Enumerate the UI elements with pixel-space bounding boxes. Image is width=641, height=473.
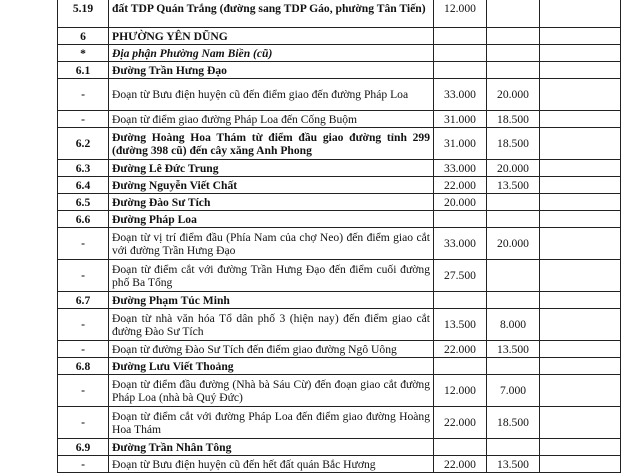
price-cell-3 bbox=[540, 177, 621, 194]
description-cell: Đường Nguyễn Viết Chất bbox=[109, 177, 434, 194]
price-cell-2 bbox=[487, 28, 540, 45]
price-cell-1 bbox=[434, 45, 487, 62]
row-number-cell: 6.4 bbox=[58, 177, 109, 194]
row-number-cell: - bbox=[58, 407, 109, 439]
description-cell: Địa phận Phường Nam Biền (cũ) bbox=[109, 45, 434, 62]
price-cell-2 bbox=[487, 45, 540, 62]
row-number-cell: 6.6 bbox=[58, 211, 109, 228]
price-cell-1: 31.000 bbox=[434, 111, 487, 128]
price-cell-1: 27.500 bbox=[434, 260, 487, 292]
price-cell-3 bbox=[540, 439, 621, 456]
price-cell-3 bbox=[540, 228, 621, 260]
row-number-cell: 6.5 bbox=[58, 194, 109, 211]
price-cell-2: 18.500 bbox=[487, 111, 540, 128]
description-cell: Đoạn từ đường Đào Sư Tích đến điểm giao đường Ngô Uông bbox=[109, 341, 434, 358]
price-cell-3 bbox=[540, 160, 621, 177]
price-cell-1: 31.000 bbox=[434, 128, 487, 160]
description-cell: Đoạn từ điểm đầu đường (Nhà bà Sáu Cừ) đến đoạn giao cắt đường Pháp Loa (nhà bà Quý Đức) bbox=[109, 375, 434, 407]
description-cell: Đường Trần Nhân Tông bbox=[109, 439, 434, 456]
description-cell: Đoạn từ điểm giao đường Pháp Loa đến Cống Buộm bbox=[109, 111, 434, 128]
land-price-table bbox=[57, 0, 621, 473]
price-cell-1: 33.000 bbox=[434, 79, 487, 111]
price-cell-1: 22.000 bbox=[434, 341, 487, 358]
table-row bbox=[58, 28, 621, 45]
table-row bbox=[58, 111, 621, 128]
description-cell: Đoạn từ điểm cắt với đường Trần Hưng Đạo đến điểm cuối đường phố Ba Tổng bbox=[109, 260, 434, 292]
price-cell-2: 13.500 bbox=[487, 177, 540, 194]
description-cell: Đoạn từ vị trí điểm đầu (Phía Nam của chợ Neo) đến điểm giao cắt với đường Trần Hưng Đạo bbox=[109, 228, 434, 260]
price-cell-3 bbox=[540, 341, 621, 358]
price-cell-1 bbox=[434, 28, 487, 45]
price-cell-3 bbox=[540, 358, 621, 375]
table-row bbox=[58, 407, 621, 439]
price-cell-2 bbox=[487, 0, 540, 28]
price-cell-1 bbox=[434, 211, 487, 228]
table-row bbox=[58, 292, 621, 309]
description-cell: Đường Phạm Túc Minh bbox=[109, 292, 434, 309]
table-row bbox=[58, 194, 621, 211]
table-row bbox=[58, 79, 621, 111]
table-row bbox=[58, 309, 621, 341]
description-cell: Đường Hoàng Hoa Thám từ điểm đầu giao đường tỉnh 299 (đường 398 cũ) đến cây xăng Anh Phong bbox=[109, 128, 434, 160]
description-cell: Đoạn từ nhà văn hóa Tổ dân phố 3 (hiện nay) đến điểm giao cắt đường Đào Sư Tích bbox=[109, 309, 434, 341]
price-cell-3 bbox=[540, 309, 621, 341]
price-cell-2: 13.500 bbox=[487, 456, 540, 473]
row-number-cell: 6 bbox=[58, 28, 109, 45]
price-cell-1: 13.500 bbox=[434, 309, 487, 341]
row-number-cell: 6.3 bbox=[58, 160, 109, 177]
row-number-cell: 5.19 bbox=[58, 0, 109, 28]
price-cell-1: 22.000 bbox=[434, 177, 487, 194]
price-cell-2: 18.500 bbox=[487, 128, 540, 160]
table-row bbox=[58, 456, 621, 473]
description-cell: PHƯỜNG YÊN DŨNG bbox=[109, 28, 434, 45]
price-cell-1: 22.000 bbox=[434, 456, 487, 473]
price-cell-3 bbox=[540, 79, 621, 111]
price-cell-2: 20.000 bbox=[487, 228, 540, 260]
price-cell-3 bbox=[540, 375, 621, 407]
price-cell-3 bbox=[540, 111, 621, 128]
description-cell: Đoạn từ Bưu điện huyện cũ đến điểm giao đến đường Pháp Loa bbox=[109, 79, 434, 111]
table-row bbox=[58, 160, 621, 177]
row-number-cell: - bbox=[58, 375, 109, 407]
row-number-cell: 6.2 bbox=[58, 128, 109, 160]
description-cell: Đường Lưu Viết Thoảng bbox=[109, 358, 434, 375]
price-cell-2: 18.500 bbox=[487, 407, 540, 439]
table-row bbox=[58, 211, 621, 228]
price-cell-3 bbox=[540, 128, 621, 160]
table-row bbox=[58, 45, 621, 62]
table-row bbox=[58, 341, 621, 358]
price-cell-2: 8.000 bbox=[487, 309, 540, 341]
price-cell-2 bbox=[487, 62, 540, 79]
price-cell-2: 13.500 bbox=[487, 341, 540, 358]
table-row bbox=[58, 177, 621, 194]
price-cell-2 bbox=[487, 260, 540, 292]
row-number-cell: - bbox=[58, 260, 109, 292]
description-cell: Đường Trần Hưng Đạo bbox=[109, 62, 434, 79]
price-cell-3 bbox=[540, 211, 621, 228]
price-cell-2 bbox=[487, 439, 540, 456]
price-cell-1 bbox=[434, 439, 487, 456]
price-cell-1 bbox=[434, 292, 487, 309]
price-cell-1 bbox=[434, 62, 487, 79]
table-row bbox=[58, 0, 621, 28]
description-cell: Đoạn từ Bưu điện huyện cũ đến hết đất quán Bắc Hương bbox=[109, 456, 434, 473]
description-cell: Đường Đào Sư Tích bbox=[109, 194, 434, 211]
price-cell-1: 33.000 bbox=[434, 160, 487, 177]
row-number-cell: * bbox=[58, 45, 109, 62]
table-body bbox=[58, 0, 621, 473]
price-cell-3 bbox=[540, 62, 621, 79]
row-number-cell: 6.1 bbox=[58, 62, 109, 79]
table-row bbox=[58, 260, 621, 292]
row-number-cell: - bbox=[58, 309, 109, 341]
price-cell-1: 12.000 bbox=[434, 375, 487, 407]
price-cell-1: 12.000 bbox=[434, 0, 487, 28]
row-number-cell: - bbox=[58, 456, 109, 473]
row-number-cell: 6.7 bbox=[58, 292, 109, 309]
price-cell-3 bbox=[540, 28, 621, 45]
row-number-cell: - bbox=[58, 228, 109, 260]
price-cell-3 bbox=[540, 0, 621, 28]
description-cell: Đoạn từ điểm cắt với đường Pháp Loa đến điểm giao đường Hoàng Hoa Thám bbox=[109, 407, 434, 439]
row-number-cell: 6.8 bbox=[58, 358, 109, 375]
row-number-cell: - bbox=[58, 79, 109, 111]
price-cell-3 bbox=[540, 45, 621, 62]
price-cell-3 bbox=[540, 407, 621, 439]
price-cell-3 bbox=[540, 194, 621, 211]
price-cell-1: 22.000 bbox=[434, 407, 487, 439]
price-cell-2: 20.000 bbox=[487, 160, 540, 177]
price-cell-3 bbox=[540, 456, 621, 473]
row-number-cell: 6.9 bbox=[58, 439, 109, 456]
row-number-cell: - bbox=[58, 341, 109, 358]
table-row bbox=[58, 228, 621, 260]
table-row bbox=[58, 439, 621, 456]
price-cell-2 bbox=[487, 211, 540, 228]
price-cell-1 bbox=[434, 358, 487, 375]
price-cell-3 bbox=[540, 292, 621, 309]
price-cell-2: 7.000 bbox=[487, 375, 540, 407]
price-cell-2 bbox=[487, 358, 540, 375]
price-cell-3 bbox=[540, 260, 621, 292]
table-row bbox=[58, 62, 621, 79]
price-cell-2 bbox=[487, 194, 540, 211]
price-cell-1: 20.000 bbox=[434, 194, 487, 211]
description-cell: đất TDP Quán Trắng (đường sang TDP Gáo, phường Tân Tiến) bbox=[109, 0, 434, 28]
price-cell-2 bbox=[487, 292, 540, 309]
row-number-cell: - bbox=[58, 111, 109, 128]
description-cell: Đường Pháp Loa bbox=[109, 211, 434, 228]
price-cell-2: 20.000 bbox=[487, 79, 540, 111]
table-row bbox=[58, 128, 621, 160]
description-cell: Đường Lê Đức Trung bbox=[109, 160, 434, 177]
table-row bbox=[58, 358, 621, 375]
table-row bbox=[58, 375, 621, 407]
price-cell-1: 33.000 bbox=[434, 228, 487, 260]
